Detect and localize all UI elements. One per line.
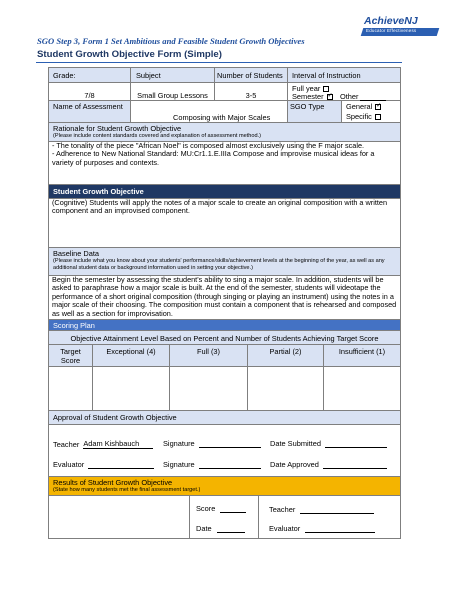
- insufficient-cell[interactable]: [324, 367, 400, 411]
- results-teacher-row: [269, 505, 374, 514]
- sgo-type-options: [342, 101, 400, 123]
- other-option[interactable]: [340, 92, 386, 101]
- results-score-cell: [190, 496, 259, 538]
- rationale-header: [49, 123, 400, 142]
- approval-evaluator-row: [53, 460, 154, 469]
- date-approved-field[interactable]: [323, 468, 387, 469]
- approval-teacher-field[interactable]: [83, 439, 153, 449]
- specific-checkbox[interactable]: [375, 114, 381, 120]
- interval-label: Interval of Instruction: [288, 68, 400, 83]
- results-evaluator-label: Evaluator: [269, 524, 301, 533]
- results-evaluator-field[interactable]: [305, 532, 375, 533]
- approval-signature-row-2: [163, 460, 261, 469]
- general-label: General: [346, 102, 373, 111]
- baseline-note: (Please include what you know about your students' performance/skills/achievement levels at the beginning of the year, as well as any additional student data or background information used in setting your objective.): [53, 258, 385, 271]
- num-students-label: Number of Students: [215, 68, 288, 83]
- results-score-row: [196, 504, 246, 513]
- results-signoff-cell: [259, 496, 400, 538]
- date-submitted-row: [270, 439, 387, 448]
- approval-signature-row-1: [163, 439, 261, 448]
- interval-options: [288, 83, 400, 101]
- scoring-subtitle: Objective Attainment Level Based on Percent and Number of Students Achieving Target Score: [49, 331, 400, 345]
- results-header: [49, 477, 400, 496]
- full-cell[interactable]: [170, 367, 248, 411]
- subject-value[interactable]: Small Group Lessons: [131, 83, 215, 101]
- scoring-header: Scoring Plan: [49, 320, 400, 331]
- subject-label: Subject: [131, 68, 215, 83]
- baseline-text[interactable]: Begin the semester by assessing the student's ability to sing a major scale. In addition, students will be asked to paraphrase how a major scale is built. At the end of the semester, students will videotape the performance of a short original composition (through singing or playing an instrument) using the notes in a major scale of their choosing. The composition must contain a component that is rehearsed and composed as well as a section for improvisation.: [49, 276, 400, 320]
- results-teacher-field[interactable]: [300, 513, 374, 514]
- approval-teacher-label: Teacher: [53, 440, 80, 449]
- form-title: Student Growth Objective Form (Simple): [37, 49, 222, 60]
- general-option[interactable]: [346, 102, 381, 111]
- insufficient-header: Insufficient (1): [324, 345, 400, 367]
- general-checkbox[interactable]: [375, 104, 381, 110]
- rationale-line-1: - The tonality of the piece "African Noel" is composed almost exclusively using the F major scale.: [52, 141, 365, 150]
- date-approved-row: [270, 460, 387, 469]
- date-submitted-field[interactable]: [325, 447, 387, 448]
- semester-label: Semester: [292, 92, 324, 101]
- achievenj-logo: [362, 14, 440, 38]
- logo-text: AchieveNJ: [364, 15, 418, 27]
- results-teacher-label: Teacher: [269, 505, 296, 514]
- semester-option[interactable]: [292, 92, 333, 101]
- specific-option[interactable]: [346, 112, 381, 121]
- date-submitted-label: Date Submitted: [270, 439, 321, 448]
- approval-evaluator-signature-field[interactable]: [199, 468, 261, 469]
- results-date-label: Date: [196, 524, 212, 533]
- sgo-type-label: SGO Type: [288, 101, 342, 123]
- results-score-label: Score: [196, 504, 216, 513]
- assessment-label: Name of Assessment: [49, 101, 131, 123]
- results-evaluator-row: [269, 524, 375, 533]
- exceptional-header: Exceptional (4): [93, 345, 170, 367]
- results-date-field[interactable]: [217, 532, 245, 533]
- specific-label: Specific: [346, 112, 372, 121]
- approval-signature-label-1: Signature: [163, 439, 195, 448]
- baseline-title: Baseline Data: [53, 249, 100, 258]
- baseline-header: [49, 248, 400, 276]
- sgo-form: [48, 67, 401, 539]
- sgo-text[interactable]: (Cognitive) Students will apply the notes of a major scale to create an original composition with a written component and an improvised component.: [49, 199, 400, 248]
- full-year-label: Full year: [292, 84, 321, 93]
- rationale-text[interactable]: [49, 142, 400, 185]
- other-label: Other: [340, 92, 359, 101]
- rationale-line-2: - Adherence to New National Standard: MU:Cr1.1.E.IIIa Compose and improvise musical ideas for a variety of purposes and contexts.: [52, 149, 375, 167]
- partial-header: Partial (2): [248, 345, 324, 367]
- sgo-header: Student Growth Objective: [49, 185, 400, 199]
- step-title: SGO Step 3, Form 1 Set Ambitious and Feasible Student Growth Objectives: [37, 36, 305, 46]
- approval-teacher-signature-field[interactable]: [199, 447, 261, 448]
- results-score-field[interactable]: [220, 512, 246, 513]
- grade-value[interactable]: 7/8: [49, 83, 131, 101]
- approval-teacher-row: [53, 439, 153, 449]
- results-date-row: [196, 524, 245, 533]
- results-note: (State how many students met the final assessment target.): [53, 487, 201, 493]
- grade-label: Grade:: [49, 68, 131, 83]
- results-blank-cell: [49, 496, 190, 538]
- date-approved-label: Date Approved: [270, 460, 319, 469]
- results-title: Results of Student Growth Objective: [53, 478, 173, 487]
- title-rule: [36, 62, 402, 63]
- full-header: Full (3): [170, 345, 248, 367]
- approval-evaluator-field[interactable]: [88, 468, 154, 469]
- rationale-note: (Please include content standards covered and explanation of assessment method.): [53, 133, 262, 139]
- approval-signature-label-2: Signature: [163, 460, 195, 469]
- approval-evaluator-label: Evaluator: [53, 460, 85, 469]
- approval-teacher-name: Adam Kishbauch: [83, 439, 140, 448]
- num-students-value[interactable]: 3-5: [215, 83, 288, 101]
- logo-tagline: Educator Effectiveness: [366, 28, 417, 33]
- target-score-cell[interactable]: [49, 367, 93, 411]
- semester-checkbox[interactable]: [327, 94, 333, 100]
- partial-cell[interactable]: [248, 367, 324, 411]
- rationale-title: Rationale for Student Growth Objective: [53, 124, 182, 133]
- exceptional-cell[interactable]: [93, 367, 170, 411]
- assessment-value[interactable]: Composing with Major Scales: [131, 101, 288, 123]
- target-score-header: Target Score: [49, 345, 93, 367]
- approval-header: Approval of Student Growth Objective: [49, 411, 400, 425]
- approval-section: [49, 425, 400, 477]
